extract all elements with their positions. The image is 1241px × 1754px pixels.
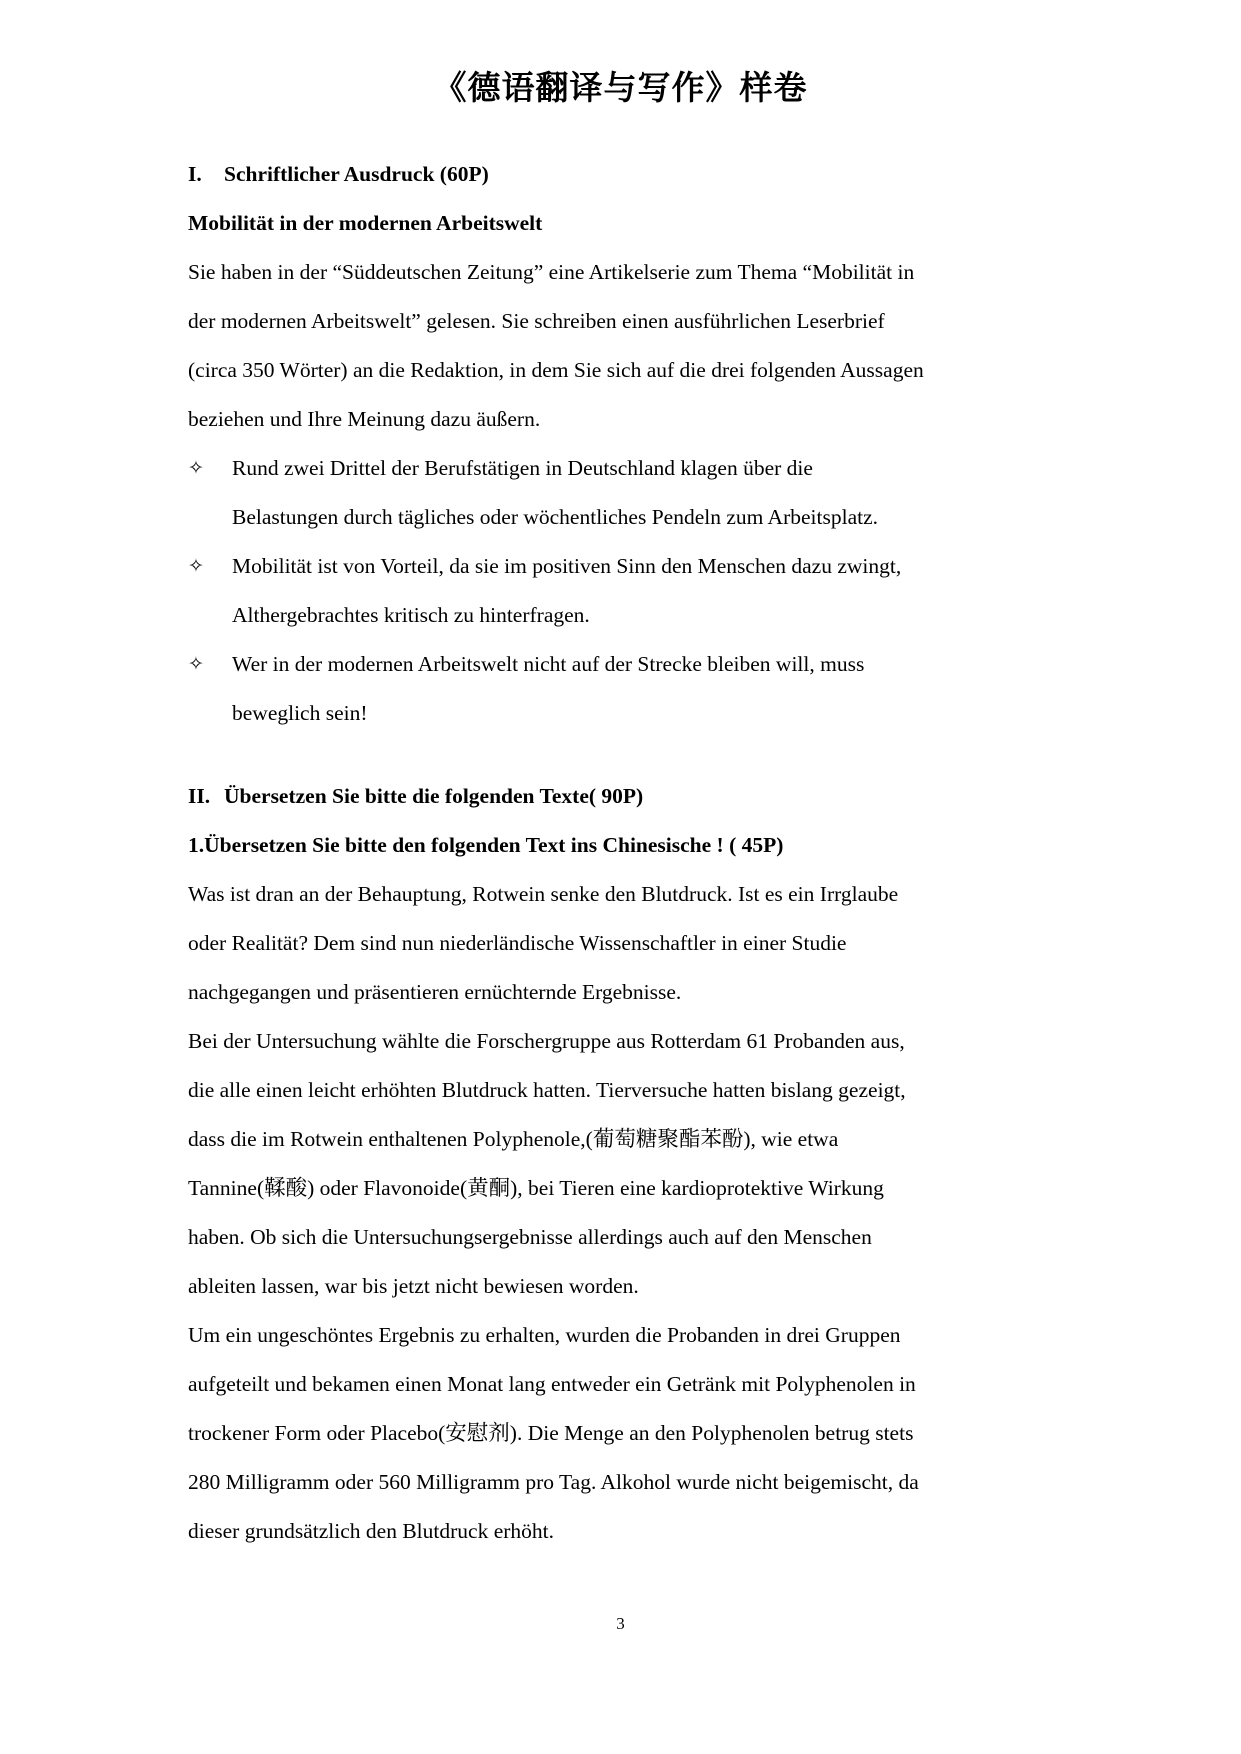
section-2-number: II. (188, 784, 211, 808)
text-line: die alle einen leicht erhöhten Blutdruck hatten. Tierversuche hatten bislang gezeigt, (188, 1078, 906, 1102)
intro-line: Sie haben in der “Süddeutschen Zeitung” eine Artikelserie zum Thema “Mobilität in (188, 260, 915, 284)
page-number: 3 (616, 1614, 625, 1633)
translation-text (188, 870, 1068, 1556)
section-2-heading-text: Übersetzen Sie bitte die folgenden Texte( 90P) (224, 784, 644, 808)
statement-line: beweglich sein! (232, 701, 368, 725)
text-line: Was ist dran an der Behauptung, Rotwein senke den Blutdruck. Ist es ein Irrglaube (188, 882, 899, 906)
section-2-heading (188, 772, 1068, 821)
page-content (188, 150, 1068, 1556)
statement-line: Mobilität ist von Vorteil, da sie im positiven Sinn den Menschen dazu zwingt, (232, 554, 902, 578)
section-2-subheading: 1.Übersetzen Sie bitte den folgenden Text ins Chinesische ! ( 45P) (188, 833, 784, 857)
section-1-subheading: Mobilität in der modernen Arbeitswelt (188, 211, 543, 235)
statement-line: Wer in der modernen Arbeitswelt nicht auf der Strecke bleiben will, muss (232, 652, 865, 676)
text-line: dieser grundsätzlich den Blutdruck erhöht. (188, 1519, 554, 1543)
text-line: Um ein ungeschöntes Ergebnis zu erhalten, wurden die Probanden in drei Gruppen (188, 1323, 901, 1347)
intro-line: (circa 350 Wörter) an die Redaktion, in dem Sie sich auf die drei folgenden Aussagen (188, 358, 924, 382)
section-spacer (188, 738, 1068, 772)
text-line: aufgeteilt und bekamen einen Monat lang entweder ein Getränk mit Polyphenolen in (188, 1372, 916, 1396)
text-line: dass die im Rotwein enthaltenen Polyphenole,(葡萄糖聚酯苯酚), wie etwa (188, 1127, 839, 1151)
section-1-number: I. (188, 162, 202, 186)
four-point-star-icon: ✧ (188, 457, 204, 479)
text-line: ableiten lassen, war bis jetzt nicht bewiesen worden. (188, 1274, 639, 1298)
statement-item (188, 640, 1068, 738)
section-1-heading-text: Schriftlicher Ausdruck (60P) (224, 162, 489, 186)
intro-line: beziehen und Ihre Meinung dazu äußern. (188, 407, 541, 431)
statement-line: Rund zwei Drittel der Berufstätigen in Deutschland klagen über die (232, 456, 813, 480)
section-1-intro (188, 248, 1068, 444)
statement-item (188, 542, 1068, 640)
four-point-star-icon: ✧ (188, 555, 204, 577)
text-line: oder Realität? Dem sind nun niederländische Wissenschaftler in einer Studie (188, 931, 847, 955)
text-line: Tannine(鞣酸) oder Flavonoide(黄酮), bei Tieren eine kardioprotektive Wirkung (188, 1176, 884, 1200)
page-title: 《德语翻译与写作》样卷 (433, 68, 808, 107)
section-1-heading (188, 150, 1068, 199)
four-point-star-icon: ✧ (188, 653, 204, 675)
statement-line: Belastungen durch tägliches oder wöchentliches Pendeln zum Arbeitsplatz. (232, 505, 879, 529)
intro-line: der modernen Arbeitswelt” gelesen. Sie schreiben einen ausführlichen Leserbrief (188, 309, 885, 333)
text-line: nachgegangen und präsentieren ernüchternde Ergebnisse. (188, 980, 682, 1004)
text-line: 280 Milligramm oder 560 Milligramm pro Tag. Alkohol wurde nicht beigemischt, da (188, 1470, 919, 1494)
statement-item (188, 444, 1068, 542)
statement-list (188, 444, 1068, 738)
text-line: haben. Ob sich die Untersuchungsergebnisse allerdings auch auf den Menschen (188, 1225, 872, 1249)
statement-line: Althergebrachtes kritisch zu hinterfragen. (232, 603, 590, 627)
text-line: Bei der Untersuchung wählte die Forschergruppe aus Rotterdam 61 Probanden aus, (188, 1029, 905, 1053)
text-line: trockener Form oder Placebo(安慰剂). Die Menge an den Polyphenolen betrug stets (188, 1421, 914, 1445)
